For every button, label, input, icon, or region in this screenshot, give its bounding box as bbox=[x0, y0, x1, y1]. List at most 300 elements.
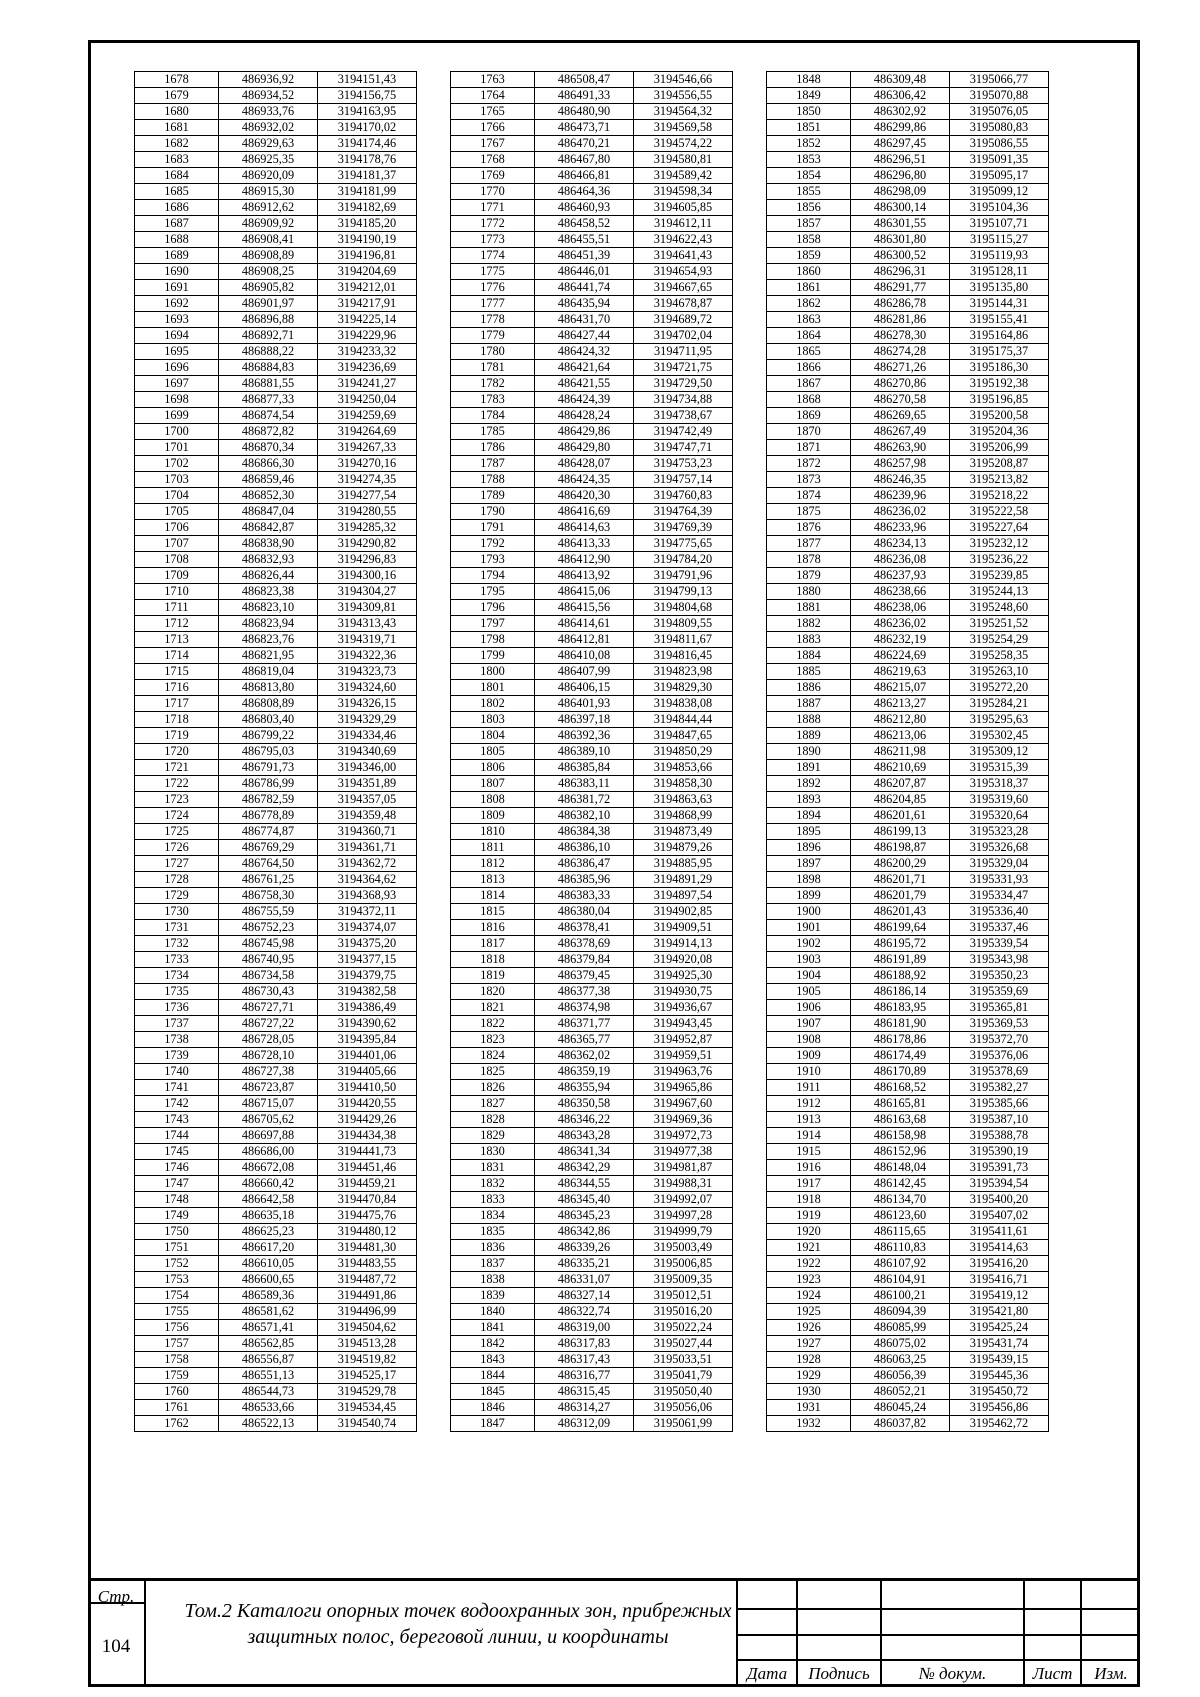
point-number-cell: 1739 bbox=[135, 1048, 219, 1064]
coord-y-cell: 3195204,36 bbox=[950, 424, 1049, 440]
coord-y-cell: 3194319,71 bbox=[318, 632, 417, 648]
table-row bbox=[135, 824, 417, 840]
point-number-cell: 1887 bbox=[767, 696, 851, 712]
table-row bbox=[451, 664, 733, 680]
point-number-cell: 1703 bbox=[135, 472, 219, 488]
table-row bbox=[767, 1064, 1049, 1080]
point-number-cell: 1822 bbox=[451, 1016, 535, 1032]
coord-y-cell: 3195400,20 bbox=[950, 1192, 1049, 1208]
table-row bbox=[767, 120, 1049, 136]
coord-y-cell: 3195236,22 bbox=[950, 552, 1049, 568]
point-number-cell: 1687 bbox=[135, 216, 219, 232]
coord-x-cell: 486407,99 bbox=[535, 664, 634, 680]
coord-y-cell: 3195439,15 bbox=[950, 1352, 1049, 1368]
coord-y-cell: 3194377,15 bbox=[318, 952, 417, 968]
table-row bbox=[451, 776, 733, 792]
coord-x-cell: 486745,98 bbox=[219, 936, 318, 952]
coord-y-cell: 3194742,49 bbox=[634, 424, 733, 440]
point-number-cell: 1824 bbox=[451, 1048, 535, 1064]
coord-y-cell: 3194654,93 bbox=[634, 264, 733, 280]
coord-x-cell: 486727,38 bbox=[219, 1064, 318, 1080]
table-row bbox=[451, 856, 733, 872]
point-number-cell: 1900 bbox=[767, 904, 851, 920]
coord-y-cell: 3194969,36 bbox=[634, 1112, 733, 1128]
table-row bbox=[767, 232, 1049, 248]
coord-y-cell: 3195095,17 bbox=[950, 168, 1049, 184]
table-row bbox=[767, 696, 1049, 712]
table-row bbox=[767, 968, 1049, 984]
coord-y-cell: 3194885,95 bbox=[634, 856, 733, 872]
coord-y-cell: 3194241,27 bbox=[318, 376, 417, 392]
point-number-cell: 1745 bbox=[135, 1144, 219, 1160]
coord-x-cell: 486359,19 bbox=[535, 1064, 634, 1080]
coord-y-cell: 3194300,16 bbox=[318, 568, 417, 584]
coord-y-cell: 3194897,54 bbox=[634, 888, 733, 904]
table-row bbox=[767, 312, 1049, 328]
coord-y-cell: 3195445,36 bbox=[950, 1368, 1049, 1384]
coord-x-cell: 486480,90 bbox=[535, 104, 634, 120]
point-number-cell: 1683 bbox=[135, 152, 219, 168]
table-row bbox=[135, 280, 417, 296]
table-row bbox=[451, 952, 733, 968]
point-number-cell: 1692 bbox=[135, 296, 219, 312]
coord-y-cell: 3194236,69 bbox=[318, 360, 417, 376]
coord-y-cell: 3195284,21 bbox=[950, 696, 1049, 712]
table-row bbox=[767, 1352, 1049, 1368]
point-number-cell: 1780 bbox=[451, 344, 535, 360]
coord-x-cell: 486896,88 bbox=[219, 312, 318, 328]
point-number-cell: 1802 bbox=[451, 696, 535, 712]
coord-x-cell: 486378,69 bbox=[535, 936, 634, 952]
point-number-cell: 1926 bbox=[767, 1320, 851, 1336]
point-number-cell: 1818 bbox=[451, 952, 535, 968]
coord-y-cell: 3194401,06 bbox=[318, 1048, 417, 1064]
point-number-cell: 1801 bbox=[451, 680, 535, 696]
coord-x-cell: 486823,94 bbox=[219, 616, 318, 632]
table-row bbox=[767, 504, 1049, 520]
coord-x-cell: 486832,93 bbox=[219, 552, 318, 568]
coord-x-cell: 486397,18 bbox=[535, 712, 634, 728]
coord-x-cell: 486211,98 bbox=[851, 744, 950, 760]
coord-x-cell: 486045,24 bbox=[851, 1400, 950, 1416]
table-row bbox=[135, 1128, 417, 1144]
coord-x-cell: 486803,40 bbox=[219, 712, 318, 728]
coord-y-cell: 3194481,30 bbox=[318, 1240, 417, 1256]
coord-x-cell: 486362,02 bbox=[535, 1048, 634, 1064]
point-number-cell: 1817 bbox=[451, 936, 535, 952]
point-number-cell: 1895 bbox=[767, 824, 851, 840]
col-date-label: Дата bbox=[746, 1664, 788, 1683]
point-number-cell: 1840 bbox=[451, 1304, 535, 1320]
point-number-cell: 1853 bbox=[767, 152, 851, 168]
coord-y-cell: 3194513,28 bbox=[318, 1336, 417, 1352]
coord-y-cell: 3194540,74 bbox=[318, 1416, 417, 1432]
coord-x-cell: 486401,93 bbox=[535, 696, 634, 712]
table-row bbox=[767, 760, 1049, 776]
coord-x-cell: 486686,00 bbox=[219, 1144, 318, 1160]
point-number-cell: 1832 bbox=[451, 1176, 535, 1192]
coord-y-cell: 3194322,36 bbox=[318, 648, 417, 664]
coord-y-cell: 3195339,54 bbox=[950, 936, 1049, 952]
coord-y-cell: 3195318,37 bbox=[950, 776, 1049, 792]
document-title bbox=[148, 1598, 768, 1650]
table-row bbox=[767, 1272, 1049, 1288]
table-row bbox=[451, 200, 733, 216]
table-row bbox=[135, 1352, 417, 1368]
coord-x-cell: 486239,96 bbox=[851, 488, 950, 504]
coord-x-cell: 486522,13 bbox=[219, 1416, 318, 1432]
point-number-cell: 1916 bbox=[767, 1160, 851, 1176]
coord-x-cell: 486581,62 bbox=[219, 1304, 318, 1320]
point-number-cell: 1928 bbox=[767, 1352, 851, 1368]
coord-x-cell: 486385,84 bbox=[535, 760, 634, 776]
point-number-cell: 1820 bbox=[451, 984, 535, 1000]
col-signature-label: Подпись bbox=[808, 1664, 870, 1683]
coord-y-cell: 3195251,52 bbox=[950, 616, 1049, 632]
coord-x-cell: 486416,69 bbox=[535, 504, 634, 520]
coord-y-cell: 3194225,14 bbox=[318, 312, 417, 328]
coord-y-cell: 3194999,79 bbox=[634, 1224, 733, 1240]
table-row bbox=[451, 1288, 733, 1304]
table-row bbox=[135, 648, 417, 664]
table-row bbox=[451, 72, 733, 88]
coord-y-cell: 3194375,20 bbox=[318, 936, 417, 952]
coord-x-cell: 486795,03 bbox=[219, 744, 318, 760]
point-number-cell: 1725 bbox=[135, 824, 219, 840]
table-row bbox=[451, 168, 733, 184]
coord-y-cell: 3195431,74 bbox=[950, 1336, 1049, 1352]
table-row bbox=[135, 1016, 417, 1032]
point-number-cell: 1691 bbox=[135, 280, 219, 296]
table-row bbox=[135, 104, 417, 120]
table-row bbox=[451, 552, 733, 568]
point-number-cell: 1894 bbox=[767, 808, 851, 824]
table-row bbox=[135, 472, 417, 488]
table-row bbox=[767, 328, 1049, 344]
table-row bbox=[451, 1272, 733, 1288]
table-row bbox=[451, 1144, 733, 1160]
point-number-cell: 1902 bbox=[767, 936, 851, 952]
coord-x-cell: 486343,28 bbox=[535, 1128, 634, 1144]
table-row bbox=[135, 808, 417, 824]
table-row bbox=[767, 984, 1049, 1000]
coord-x-cell: 486213,06 bbox=[851, 728, 950, 744]
coord-y-cell: 3194324,60 bbox=[318, 680, 417, 696]
coord-x-cell: 486165,81 bbox=[851, 1096, 950, 1112]
point-number-cell: 1772 bbox=[451, 216, 535, 232]
coord-x-cell: 486925,35 bbox=[219, 152, 318, 168]
coord-x-cell: 486778,89 bbox=[219, 808, 318, 824]
coord-y-cell: 3194992,07 bbox=[634, 1192, 733, 1208]
coord-x-cell: 486823,10 bbox=[219, 600, 318, 616]
point-number-cell: 1694 bbox=[135, 328, 219, 344]
coord-x-cell: 486213,27 bbox=[851, 696, 950, 712]
coord-y-cell: 3195254,29 bbox=[950, 632, 1049, 648]
coord-x-cell: 486212,80 bbox=[851, 712, 950, 728]
coord-x-cell: 486299,86 bbox=[851, 120, 950, 136]
coord-y-cell: 3195192,38 bbox=[950, 376, 1049, 392]
point-number-cell: 1847 bbox=[451, 1416, 535, 1432]
point-number-cell: 1752 bbox=[135, 1256, 219, 1272]
coord-y-cell: 3195407,02 bbox=[950, 1208, 1049, 1224]
coord-x-cell: 486170,89 bbox=[851, 1064, 950, 1080]
coord-x-cell: 486345,40 bbox=[535, 1192, 634, 1208]
coord-y-cell: 3195006,85 bbox=[634, 1256, 733, 1272]
table-row bbox=[135, 1112, 417, 1128]
coord-y-cell: 3194441,73 bbox=[318, 1144, 417, 1160]
coord-y-cell: 3195061,99 bbox=[634, 1416, 733, 1432]
coord-x-cell: 486257,98 bbox=[851, 456, 950, 472]
point-number-cell: 1838 bbox=[451, 1272, 535, 1288]
coord-y-cell: 3194217,91 bbox=[318, 296, 417, 312]
coord-y-cell: 3194823,98 bbox=[634, 664, 733, 680]
coord-y-cell: 3194420,55 bbox=[318, 1096, 417, 1112]
coord-x-cell: 486181,90 bbox=[851, 1016, 950, 1032]
coord-x-cell: 486037,82 bbox=[851, 1416, 950, 1432]
coord-x-cell: 486730,43 bbox=[219, 984, 318, 1000]
table-row bbox=[451, 632, 733, 648]
table-row bbox=[135, 984, 417, 1000]
coord-y-cell: 3194858,30 bbox=[634, 776, 733, 792]
coord-y-cell: 3194775,65 bbox=[634, 536, 733, 552]
coord-table-2 bbox=[450, 71, 733, 1432]
point-number-cell: 1849 bbox=[767, 88, 851, 104]
table-row bbox=[135, 888, 417, 904]
table-row bbox=[451, 840, 733, 856]
coord-x-cell: 486300,14 bbox=[851, 200, 950, 216]
coord-y-cell: 3194641,43 bbox=[634, 248, 733, 264]
point-number-cell: 1858 bbox=[767, 232, 851, 248]
coord-x-cell: 486063,25 bbox=[851, 1352, 950, 1368]
point-number-cell: 1929 bbox=[767, 1368, 851, 1384]
table-row bbox=[135, 1064, 417, 1080]
table-row bbox=[451, 1336, 733, 1352]
coord-y-cell: 3195050,40 bbox=[634, 1384, 733, 1400]
table-row bbox=[451, 1096, 733, 1112]
point-number-cell: 1911 bbox=[767, 1080, 851, 1096]
coord-x-cell: 486302,92 bbox=[851, 104, 950, 120]
coord-y-cell: 3194721,75 bbox=[634, 360, 733, 376]
point-number-cell: 1812 bbox=[451, 856, 535, 872]
point-number-cell: 1920 bbox=[767, 1224, 851, 1240]
coord-x-cell: 486270,58 bbox=[851, 392, 950, 408]
table-row bbox=[767, 392, 1049, 408]
point-number-cell: 1786 bbox=[451, 440, 535, 456]
table-row bbox=[451, 88, 733, 104]
point-number-cell: 1827 bbox=[451, 1096, 535, 1112]
table-row bbox=[451, 1320, 733, 1336]
point-number-cell: 1891 bbox=[767, 760, 851, 776]
point-number-cell: 1821 bbox=[451, 1000, 535, 1016]
coord-y-cell: 3194952,87 bbox=[634, 1032, 733, 1048]
coord-x-cell: 486551,13 bbox=[219, 1368, 318, 1384]
coord-y-cell: 3194290,82 bbox=[318, 536, 417, 552]
coord-y-cell: 3195359,69 bbox=[950, 984, 1049, 1000]
table-row bbox=[767, 536, 1049, 552]
coord-y-cell: 3195022,24 bbox=[634, 1320, 733, 1336]
point-number-cell: 1866 bbox=[767, 360, 851, 376]
coord-x-cell: 486625,23 bbox=[219, 1224, 318, 1240]
table-row bbox=[451, 312, 733, 328]
coord-y-cell: 3194451,46 bbox=[318, 1160, 417, 1176]
point-number-cell: 1828 bbox=[451, 1112, 535, 1128]
point-number-cell: 1737 bbox=[135, 1016, 219, 1032]
document-title-line-1: Том.2 Каталоги опорных точек водоохранных зон, прибрежных bbox=[184, 1600, 732, 1622]
table-row bbox=[135, 680, 417, 696]
coord-x-cell: 486322,74 bbox=[535, 1304, 634, 1320]
coord-y-cell: 3195244,13 bbox=[950, 584, 1049, 600]
table-row bbox=[767, 104, 1049, 120]
table-row bbox=[451, 440, 733, 456]
coord-y-cell: 3194678,87 bbox=[634, 296, 733, 312]
coord-x-cell: 486813,80 bbox=[219, 680, 318, 696]
coord-y-cell: 3194853,66 bbox=[634, 760, 733, 776]
coord-y-cell: 3195414,63 bbox=[950, 1240, 1049, 1256]
coord-x-cell: 486201,71 bbox=[851, 872, 950, 888]
coord-x-cell: 486562,85 bbox=[219, 1336, 318, 1352]
coord-x-cell: 486381,72 bbox=[535, 792, 634, 808]
table-row bbox=[135, 488, 417, 504]
coord-y-cell: 3194580,81 bbox=[634, 152, 733, 168]
coord-y-cell: 3194930,75 bbox=[634, 984, 733, 1000]
col-doc-number-label: № докум. bbox=[918, 1664, 987, 1683]
point-number-cell: 1917 bbox=[767, 1176, 851, 1192]
coord-y-cell: 3194405,66 bbox=[318, 1064, 417, 1080]
table-row bbox=[135, 776, 417, 792]
coord-x-cell: 486342,29 bbox=[535, 1160, 634, 1176]
table-row bbox=[135, 744, 417, 760]
table-row bbox=[135, 760, 417, 776]
coord-y-cell: 3194329,29 bbox=[318, 712, 417, 728]
coord-x-cell: 486238,66 bbox=[851, 584, 950, 600]
point-number-cell: 1773 bbox=[451, 232, 535, 248]
coord-x-cell: 486740,95 bbox=[219, 952, 318, 968]
coord-y-cell: 3195372,70 bbox=[950, 1032, 1049, 1048]
coord-y-cell: 3195365,81 bbox=[950, 1000, 1049, 1016]
coord-x-cell: 486204,85 bbox=[851, 792, 950, 808]
coord-x-cell: 486413,92 bbox=[535, 568, 634, 584]
coord-y-cell: 3195388,78 bbox=[950, 1128, 1049, 1144]
coord-y-cell: 3195115,27 bbox=[950, 232, 1049, 248]
coord-x-cell: 486296,80 bbox=[851, 168, 950, 184]
coord-y-cell: 3194811,67 bbox=[634, 632, 733, 648]
table-row bbox=[135, 1192, 417, 1208]
point-number-cell: 1755 bbox=[135, 1304, 219, 1320]
coord-x-cell: 486174,49 bbox=[851, 1048, 950, 1064]
coord-y-cell: 3195421,80 bbox=[950, 1304, 1049, 1320]
table-row bbox=[135, 328, 417, 344]
point-number-cell: 1767 bbox=[451, 136, 535, 152]
coord-y-cell: 3194909,51 bbox=[634, 920, 733, 936]
point-number-cell: 1906 bbox=[767, 1000, 851, 1016]
point-number-cell: 1689 bbox=[135, 248, 219, 264]
table-row bbox=[135, 152, 417, 168]
coord-y-cell: 3194280,55 bbox=[318, 504, 417, 520]
table-row bbox=[767, 1416, 1049, 1432]
point-number-cell: 1720 bbox=[135, 744, 219, 760]
table-row bbox=[767, 904, 1049, 920]
coord-x-cell: 486267,49 bbox=[851, 424, 950, 440]
coord-y-cell: 3194760,83 bbox=[634, 488, 733, 504]
coord-x-cell: 486429,80 bbox=[535, 440, 634, 456]
point-number-cell: 1765 bbox=[451, 104, 535, 120]
table-row bbox=[135, 232, 417, 248]
point-number-cell: 1904 bbox=[767, 968, 851, 984]
table-row bbox=[451, 1352, 733, 1368]
table-row bbox=[767, 1128, 1049, 1144]
point-number-cell: 1797 bbox=[451, 616, 535, 632]
coord-y-cell: 3195003,49 bbox=[634, 1240, 733, 1256]
table-row bbox=[451, 472, 733, 488]
coord-y-cell: 3195070,88 bbox=[950, 88, 1049, 104]
coord-y-cell: 3194368,93 bbox=[318, 888, 417, 904]
coord-y-cell: 3194809,55 bbox=[634, 616, 733, 632]
coord-y-cell: 3194667,65 bbox=[634, 280, 733, 296]
table-row bbox=[135, 920, 417, 936]
table-row bbox=[767, 680, 1049, 696]
point-number-cell: 1863 bbox=[767, 312, 851, 328]
point-number-cell: 1857 bbox=[767, 216, 851, 232]
coord-y-cell: 3194873,49 bbox=[634, 824, 733, 840]
table-row bbox=[135, 792, 417, 808]
coord-y-cell: 3194757,14 bbox=[634, 472, 733, 488]
table-row bbox=[767, 712, 1049, 728]
coord-y-cell: 3194504,62 bbox=[318, 1320, 417, 1336]
coord-y-cell: 3195385,66 bbox=[950, 1096, 1049, 1112]
table-row bbox=[135, 1224, 417, 1240]
col-sheet-label: Лист bbox=[1032, 1664, 1073, 1683]
point-number-cell: 1710 bbox=[135, 584, 219, 600]
coord-y-cell: 3194711,95 bbox=[634, 344, 733, 360]
point-number-cell: 1706 bbox=[135, 520, 219, 536]
table-row bbox=[135, 1320, 417, 1336]
point-number-cell: 1833 bbox=[451, 1192, 535, 1208]
coord-y-cell: 3194379,75 bbox=[318, 968, 417, 984]
table-row bbox=[135, 936, 417, 952]
coord-x-cell: 486317,43 bbox=[535, 1352, 634, 1368]
point-number-cell: 1768 bbox=[451, 152, 535, 168]
coord-y-cell: 3195135,80 bbox=[950, 280, 1049, 296]
coord-x-cell: 486355,94 bbox=[535, 1080, 634, 1096]
table-row bbox=[135, 184, 417, 200]
table-row bbox=[767, 1048, 1049, 1064]
coord-x-cell: 486236,02 bbox=[851, 616, 950, 632]
point-number-cell: 1880 bbox=[767, 584, 851, 600]
coord-x-cell: 486769,29 bbox=[219, 840, 318, 856]
table-row bbox=[767, 296, 1049, 312]
coord-table-3 bbox=[766, 71, 1049, 1432]
coord-y-cell: 3194323,73 bbox=[318, 664, 417, 680]
coord-x-cell: 486115,65 bbox=[851, 1224, 950, 1240]
point-number-cell: 1763 bbox=[451, 72, 535, 88]
table-row bbox=[767, 920, 1049, 936]
table-row bbox=[767, 344, 1049, 360]
point-number-cell: 1749 bbox=[135, 1208, 219, 1224]
table-row bbox=[451, 712, 733, 728]
table-row bbox=[767, 872, 1049, 888]
table-row bbox=[767, 376, 1049, 392]
coord-y-cell: 3194734,88 bbox=[634, 392, 733, 408]
document-title-line-2: защитных полос, береговой линии, и координаты bbox=[247, 1626, 669, 1648]
coord-y-cell: 3194470,84 bbox=[318, 1192, 417, 1208]
point-number-cell: 1731 bbox=[135, 920, 219, 936]
table-row bbox=[767, 856, 1049, 872]
coord-x-cell: 486201,61 bbox=[851, 808, 950, 824]
table-row bbox=[451, 1240, 733, 1256]
point-number-cell: 1869 bbox=[767, 408, 851, 424]
table-row bbox=[135, 216, 417, 232]
coord-y-cell: 3195009,35 bbox=[634, 1272, 733, 1288]
